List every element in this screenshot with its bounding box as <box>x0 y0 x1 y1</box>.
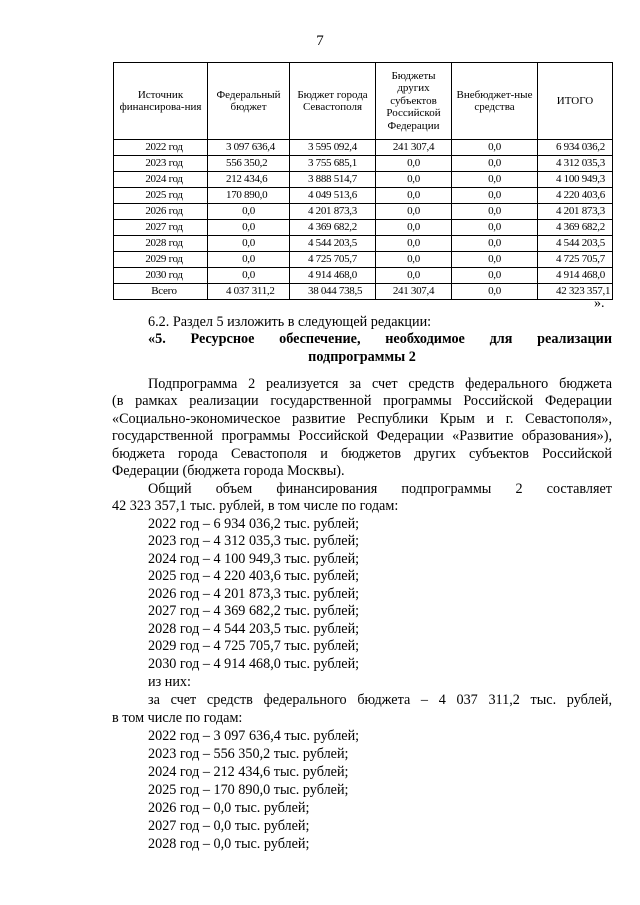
year-federal-line: 2028 год – 0,0 тыс. рублей; <box>148 836 310 852</box>
table-cell: 4 369 682,2 <box>538 220 613 236</box>
header-sevastopol: Бюджет города Севастополя <box>290 63 376 140</box>
table-row <box>114 204 613 220</box>
year-total-line: 2023 год – 4 312 035,3 тыс. рублей; <box>148 533 360 549</box>
federal-line: в том числе по годам: <box>112 710 243 726</box>
table-cell: 0,0 <box>208 220 290 236</box>
page-number: 7 <box>316 33 324 49</box>
table-cell: 4 100 949,3 <box>538 172 613 188</box>
year-federal-line: 2027 год – 0,0 тыс. рублей; <box>148 818 310 834</box>
table-cell: 4 201 873,3 <box>538 204 613 220</box>
paragraph-2-line: Общий объем финансирования подпрограммы 2 составляет <box>148 481 612 497</box>
table-cell: 0,0 <box>452 140 538 156</box>
paragraph-1-line: (в рамках реализации государственной программы Российской Федерации <box>112 393 612 409</box>
table-row <box>114 252 613 268</box>
table-cell: 170 890,0 <box>208 188 290 204</box>
year-federal-line: 2024 год – 212 434,6 тыс. рублей; <box>148 764 349 780</box>
table-cell: 0,0 <box>208 204 290 220</box>
year-total-line: 2027 год – 4 369 682,2 тыс. рублей; <box>148 603 360 619</box>
header-extrabudget: Внебюджет-ные средства <box>452 63 538 140</box>
table-cell: 42 323 357,1 <box>538 284 613 300</box>
table-cell: 4 049 513,6 <box>290 188 376 204</box>
table-cell: 2028 год <box>114 236 208 252</box>
table-cell: 212 434,6 <box>208 172 290 188</box>
table-header-row <box>114 63 613 140</box>
header-other-subjects: Бюджеты других субъектов Российской Федерации <box>376 63 452 140</box>
table-cell: 3 888 514,7 <box>290 172 376 188</box>
table-row <box>114 188 613 204</box>
table-cell: 0,0 <box>452 220 538 236</box>
table-cell: 2022 год <box>114 140 208 156</box>
table-cell: 4 544 203,5 <box>290 236 376 252</box>
table-cell: 4 914 468,0 <box>290 268 376 284</box>
table-cell: 0,0 <box>452 284 538 300</box>
table-cell: 0,0 <box>452 156 538 172</box>
table-cell: 3 755 685,1 <box>290 156 376 172</box>
paragraph-1-line: Федерации (бюджета города Москвы). <box>112 463 345 479</box>
table-cell: 0,0 <box>452 172 538 188</box>
table-cell: 0,0 <box>452 252 538 268</box>
table-row <box>114 156 613 172</box>
table-cell: 241 307,4 <box>376 140 452 156</box>
table-row <box>114 172 613 188</box>
table-cell: Всего <box>114 284 208 300</box>
header-source: Источник финансирова-ния <box>114 63 208 140</box>
header-total: ИТОГО <box>538 63 613 140</box>
table-row <box>114 220 613 236</box>
table-row <box>114 268 613 284</box>
section-line: 6.2. Раздел 5 изложить в следующей редакции: <box>148 314 432 330</box>
federal-line: за счет средств федерального бюджета – 4 037 311,2 тыс. рублей, <box>148 692 612 708</box>
year-total-line: 2030 год – 4 914 468,0 тыс. рублей; <box>148 656 360 672</box>
table-cell: 0,0 <box>208 268 290 284</box>
paragraph-2-line: 42 323 357,1 тыс. рублей, в том числе по годам: <box>112 498 399 514</box>
table-cell: 2029 год <box>114 252 208 268</box>
table-cell: 0,0 <box>376 268 452 284</box>
year-total-line: 2028 год – 4 544 203,5 тыс. рублей; <box>148 621 360 637</box>
table-cell: 0,0 <box>376 204 452 220</box>
table-cell: 2024 год <box>114 172 208 188</box>
year-total-line: 2024 год – 4 100 949,3 тыс. рублей; <box>148 551 360 567</box>
table-cell: 4 725 705,7 <box>538 252 613 268</box>
paragraph-1-line: государственной программы Российской Федерации «Развитие образования»), <box>112 428 612 444</box>
year-federal-line: 2026 год – 0,0 тыс. рублей; <box>148 800 310 816</box>
table-cell: 0,0 <box>376 220 452 236</box>
table-cell: 0,0 <box>376 236 452 252</box>
table-cell: 556 350,2 <box>208 156 290 172</box>
table-cell: 0,0 <box>452 268 538 284</box>
paragraph-1-line: бюджета города Севастополя и бюджетов других субъектов Российской <box>112 446 612 462</box>
year-total-line: 2026 год – 4 201 873,3 тыс. рублей; <box>148 586 360 602</box>
table-cell: 4 725 705,7 <box>290 252 376 268</box>
table-cell: 2023 год <box>114 156 208 172</box>
table-cell: 4 220 403,6 <box>538 188 613 204</box>
year-total-line: 2029 год – 4 725 705,7 тыс. рублей; <box>148 638 360 654</box>
table-row-total <box>114 284 613 300</box>
paragraph-1-line: «Социально-экономическое развитие Республики Крым и г. Севастополя», <box>112 411 612 427</box>
table-cell: 0,0 <box>376 252 452 268</box>
table-cell: 4 914 468,0 <box>538 268 613 284</box>
table-row <box>114 236 613 252</box>
year-total-line: 2022 год – 6 934 036,2 тыс. рублей; <box>148 516 360 532</box>
heading-line-1: «5. Ресурсное обеспечение, необходимое для реализации <box>148 331 612 347</box>
table-cell: 4 037 311,2 <box>208 284 290 300</box>
table-cell: 2025 год <box>114 188 208 204</box>
of-them-label: из них: <box>148 674 191 690</box>
table-cell: 38 044 738,5 <box>290 284 376 300</box>
table-cell: 0,0 <box>208 236 290 252</box>
financing-table <box>113 62 613 300</box>
paragraph-1-line: Подпрограмма 2 реализуется за счет средств федерального бюджета <box>148 376 612 392</box>
table-cell: 0,0 <box>376 188 452 204</box>
table-cell: 4 369 682,2 <box>290 220 376 236</box>
year-federal-line: 2025 год – 170 890,0 тыс. рублей; <box>148 782 349 798</box>
table-cell: 0,0 <box>376 172 452 188</box>
year-federal-line: 2022 год – 3 097 636,4 тыс. рублей; <box>148 728 360 744</box>
year-federal-line: 2023 год – 556 350,2 тыс. рублей; <box>148 746 349 762</box>
quote-end: ». <box>594 296 605 311</box>
table-cell: 6 934 036,2 <box>538 140 613 156</box>
table-cell: 241 307,4 <box>376 284 452 300</box>
year-total-line: 2025 год – 4 220 403,6 тыс. рублей; <box>148 568 360 584</box>
table-cell: 3 595 092,4 <box>290 140 376 156</box>
table-cell: 0,0 <box>452 188 538 204</box>
header-federal: Федеральный бюджет <box>208 63 290 140</box>
table-cell: 0,0 <box>452 204 538 220</box>
table-cell: 2030 год <box>114 268 208 284</box>
table-cell: 0,0 <box>208 252 290 268</box>
table-cell: 0,0 <box>376 156 452 172</box>
table-cell: 4 544 203,5 <box>538 236 613 252</box>
table-cell: 3 097 636,4 <box>208 140 290 156</box>
table-cell: 4 312 035,3 <box>538 156 613 172</box>
table-row <box>114 140 613 156</box>
table-cell: 4 201 873,3 <box>290 204 376 220</box>
table-cell: 2026 год <box>114 204 208 220</box>
heading-line-2: подпрограммы 2 <box>308 349 416 365</box>
table-cell: 2027 год <box>114 220 208 236</box>
table-cell: 0,0 <box>452 236 538 252</box>
